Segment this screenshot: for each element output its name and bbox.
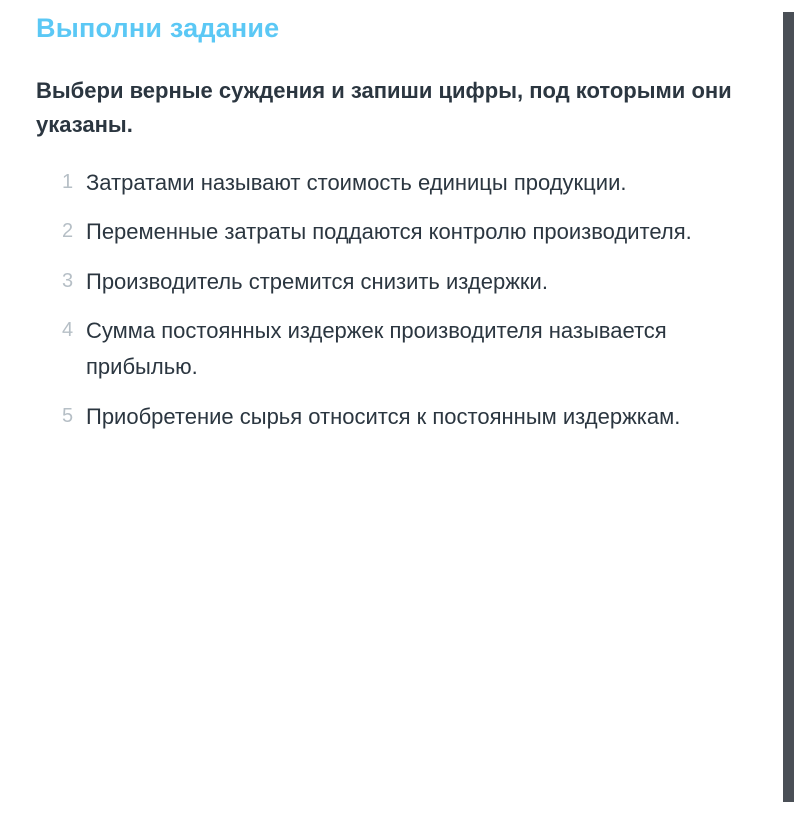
list-item[interactable] [36,165,734,201]
statement-number: 3 [62,269,74,292]
statement-number: 1 [62,170,74,193]
statement-text: Сумма постоянных издержек производителя называется прибылью. [86,318,667,380]
statement-number: 2 [62,220,74,243]
list-item[interactable] [36,313,734,384]
statement-text: Производитель стремится снизить издержки. [86,268,548,294]
statement-number: 4 [62,319,74,342]
statement-text: Затратами называют стоимость единицы продукции. [86,169,627,195]
statement-text: Переменные затраты поддаются контролю производителя. [86,219,692,245]
task-prompt: Выбери верные суждения и запиши цифры, под которыми они указаны. [36,78,732,138]
statement-text: Приобретение сырья относится к постоянным издержкам. [86,403,681,429]
task-page [0,12,794,839]
statement-list [36,165,734,435]
list-item[interactable] [36,264,734,300]
scrollbar-track[interactable] [783,12,794,839]
statement-number: 5 [62,404,74,427]
list-item[interactable] [36,214,734,250]
page-title: Выполни задание [36,13,280,43]
scrollbar-thumb[interactable] [783,12,794,802]
list-item[interactable] [36,399,734,435]
